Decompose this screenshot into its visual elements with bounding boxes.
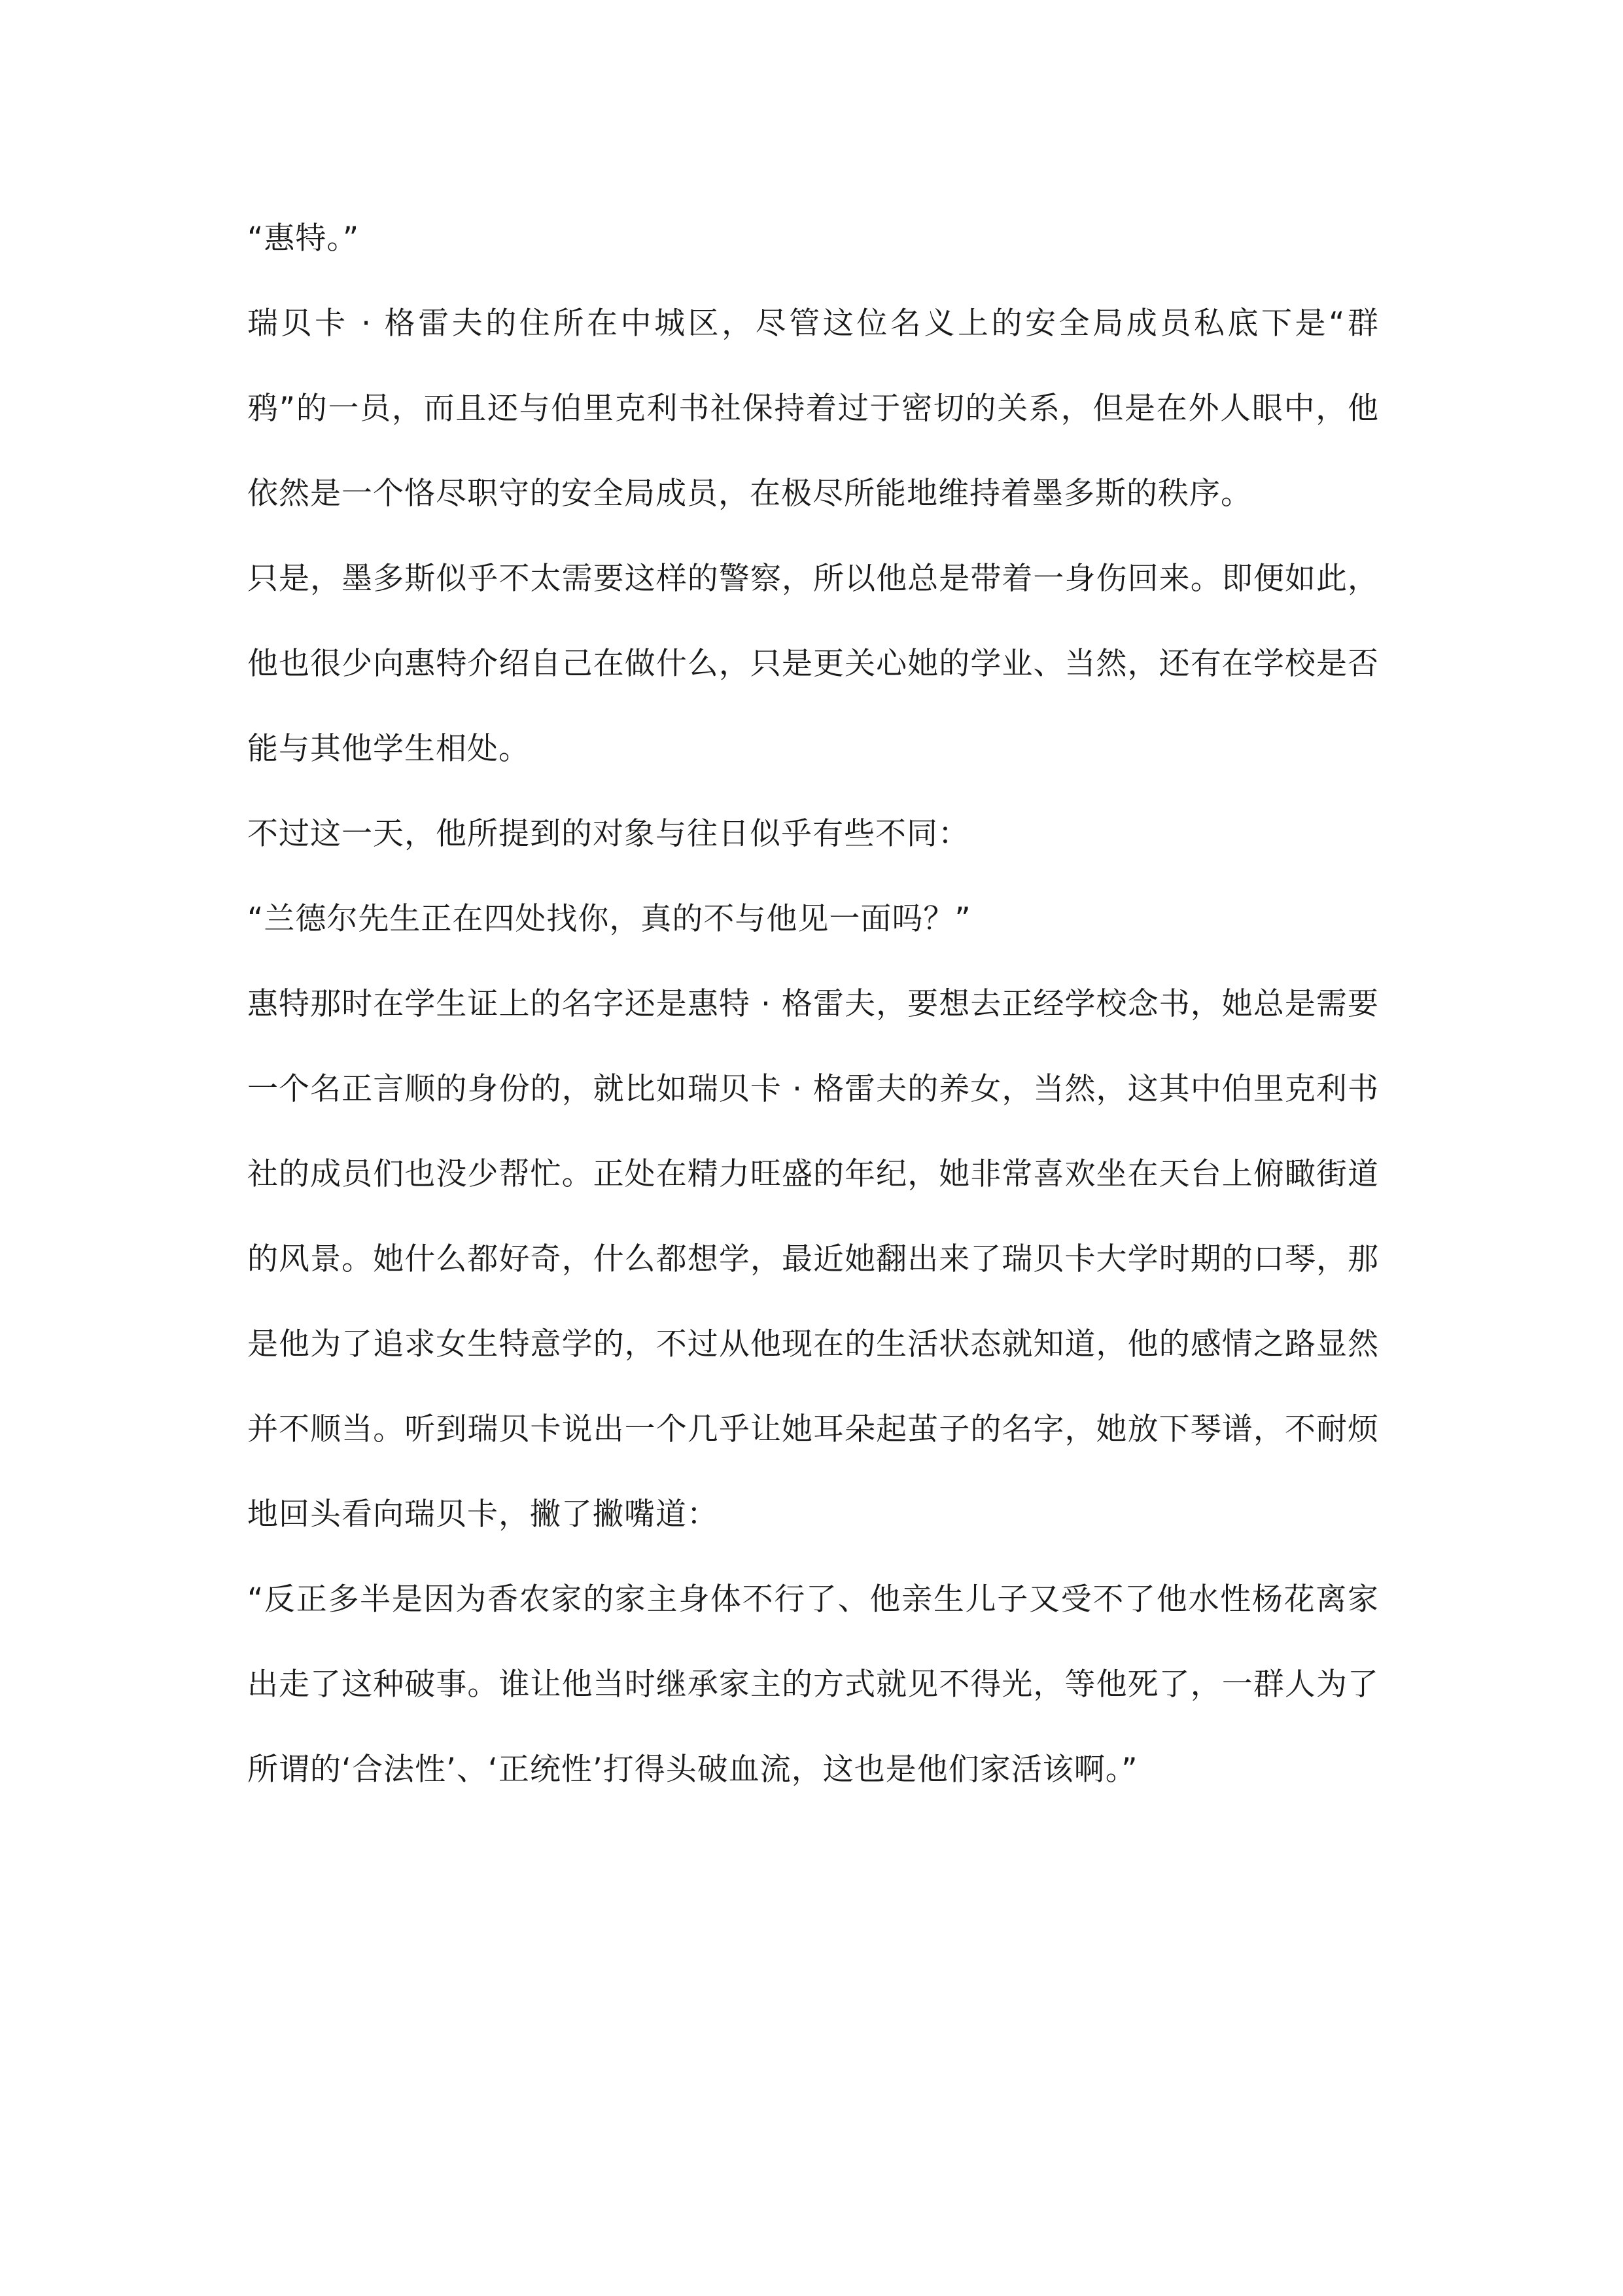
document-body [247, 196, 1379, 1812]
paragraph-2: 瑞贝卡 · 格雷夫的住所在中城区，尽管这位名义上的安全局成员私底下是“群鸦”的一员，而且还与伯里克利书社保持着过于密切的关系，但是在外人眼中，他依然是一个恪尽职守的安全局成员，在极尽所能地维持着墨多斯的秩序。 [247, 306, 1379, 512]
paragraph-1: “惠特。” [247, 221, 360, 256]
paragraph-5: “兰德尔先生正在四处找你，真的不与他见一面吗？” [247, 901, 971, 937]
paragraph-3: 只是，墨多斯似乎不太需要这样的警察，所以他总是带着一身伤回来。即便如此，他也很少向惠特介绍自己在做什么，只是更关心她的学业、当然，还有在学校是否能与其他学生相处。 [247, 561, 1379, 767]
paragraph-6: 惠特那时在学生证上的名字还是惠特 · 格雷夫，要想去正经学校念书，她总是需要一个名正言顺的身份的，就比如瑞贝卡 · 格雷夫的养女，当然，这其中伯里克利书社的成员们也没少帮忙。正处在精力旺盛的年纪，她非常喜欢坐在天台上俯瞰街道的风景。她什么都好奇，什么都想学，最近她翻出来了瑞贝卡大学时期的口琴，那是他为了追求女生特意学的，不过从他现在的生活状态就知道，他的感情之路显然并不顺当。听到瑞贝卡说出一个几乎让她耳朵起茧子的名字，她放下琴谱，不耐烦地回头看向瑞贝卡，撇了撇嘴道： [247, 986, 1379, 1532]
paragraph-7: “反正多半是因为香农家的家主身体不行了、他亲生儿子又受不了他水性杨花离家出走了这种破事。谁让他当时继承家主的方式就见不得光，等他死了，一群人为了所谓的‘合法性’、‘正统性’打得头破血流，这也是他们家活该啊。” [247, 1581, 1379, 1788]
paragraph-4: 不过这一天，他所提到的对象与往日似乎有些不同： [247, 816, 969, 852]
